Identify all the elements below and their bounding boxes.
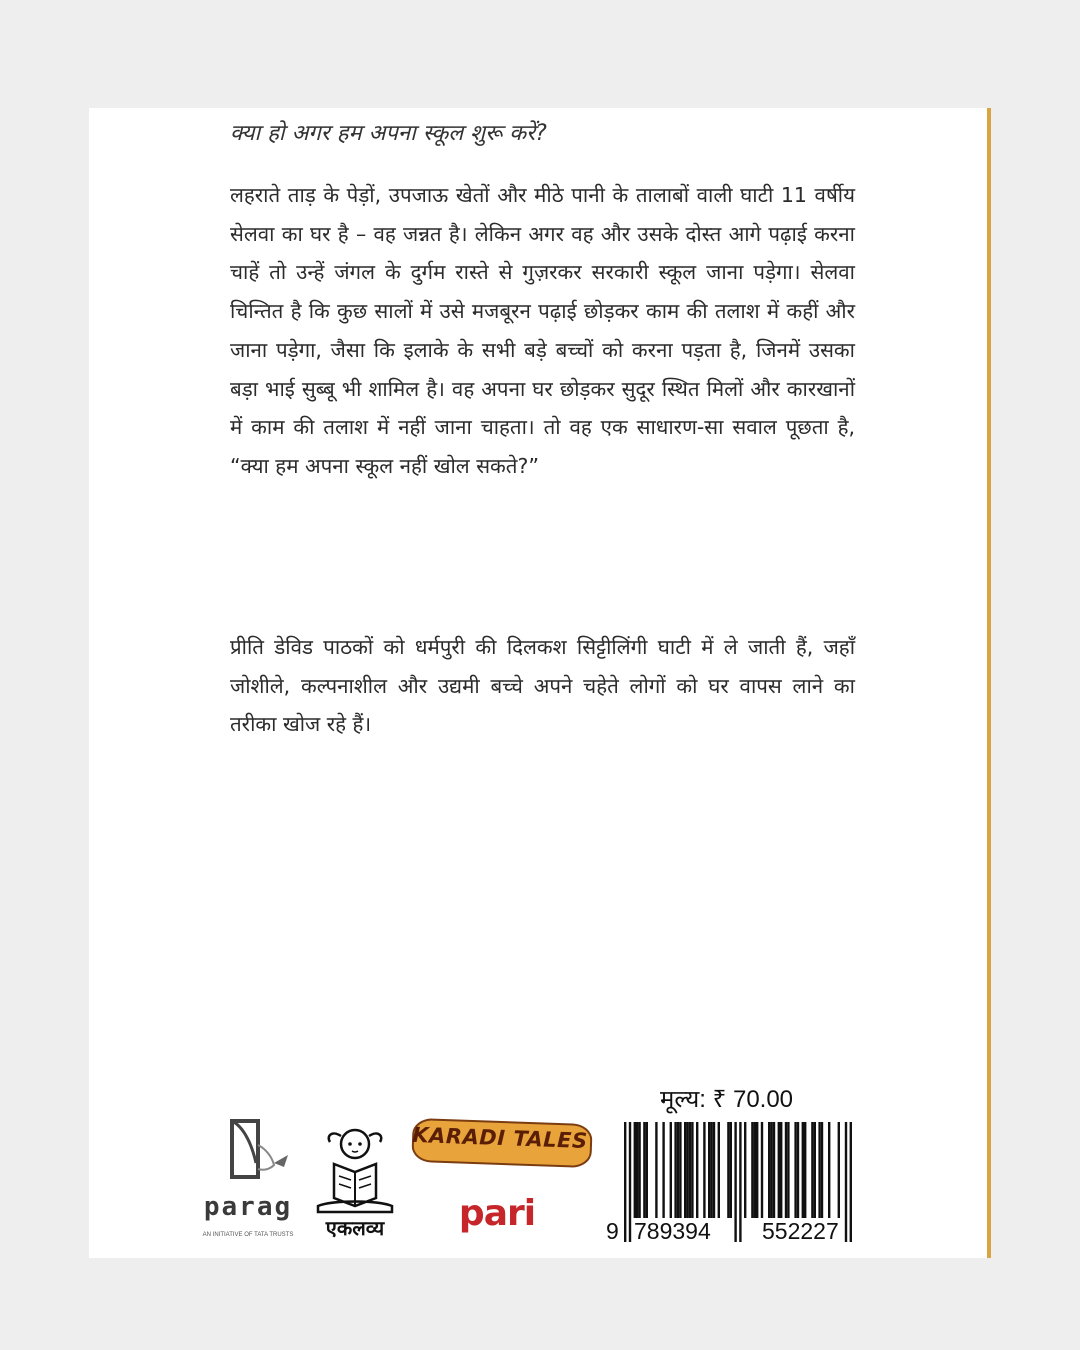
- parag-tagline: AN INITIATIVE OF TATA TRUSTS: [202, 1232, 294, 1238]
- barcode-bar: [727, 1122, 729, 1218]
- barcode-bar: [696, 1122, 698, 1218]
- reading-child-icon: [312, 1122, 398, 1214]
- barcode-bar: [754, 1122, 756, 1218]
- barcode-digits-left: 789394: [634, 1218, 711, 1244]
- barcode-guard-bar: [845, 1122, 847, 1242]
- barcode-digits-right: 552227: [762, 1218, 839, 1244]
- barcode-bar: [646, 1122, 648, 1218]
- barcode-bar: [828, 1122, 830, 1218]
- barcode-bar: [643, 1122, 645, 1218]
- tagline: क्या हो अगर हम अपना स्कूल शुरू करें?: [230, 121, 547, 146]
- karadi-wordmark: KARADI TALES: [411, 1122, 589, 1154]
- blurb-paragraph-2: प्रीति डेविड पाठकों को धर्मपुरी की दिलकश सिट्टीलिंगी घाटी में ले जाती हैं, जहाँ जोशीले, कल्पनाशील और उद्यमी बच्चे अपने चहेते लोगों को घर वापस लाने का तरीका खोज रहे हैं।: [230, 635, 856, 737]
- barcode-bar: [638, 1122, 640, 1218]
- barcode-bar: [785, 1122, 787, 1218]
- blurb-paragraph-1: लहराते ताड़ के पेड़ों, उपजाऊ खेतों और मीठे पानी के तालाबों वाली घाटी 11 वर्षीय सेलवा का घर है – वह जन्नत है। लेकिन अगर वह और उसके दोस्त आगे पढ़ाई करना चाहें तो उन्हें जंगल के दुर्गम रास्ते से गुज़रकर सरकारी स्कूल जाना पड़ेगा। सेलवा चिन्तित है कि कुछ सालों में उसे मजबूरन पढ़ाई छोड़कर काम की तलाश में कहीं और जाना पड़ेगा, जैसा कि इलाके के सभी बड़े बच्चों को करना पड़ता है, जिनमें उसका बड़ा भाई सुब्बू भी शामिल है। वह अपना घर छोड़कर सुदूर स्थित मिलों और कारखानों में काम की तलाश में नहीं जाना चाहता। तो वह एक साधारण-सा सवाल पूछता है, “क्या हम अपना स्कूल नहीं खोल सकते?”: [230, 183, 855, 478]
- barcode-bar: [811, 1122, 813, 1218]
- barcode-bar: [751, 1122, 753, 1218]
- barcode-bar: [718, 1122, 720, 1218]
- parag-logo: [196, 1115, 300, 1255]
- barcode-bar: [780, 1122, 782, 1218]
- barcode-bar: [787, 1122, 789, 1218]
- barcode-bar: [773, 1122, 775, 1218]
- pari-logo: [452, 1193, 542, 1243]
- eklavya-logo: [312, 1122, 398, 1247]
- barcode-bar: [768, 1122, 770, 1218]
- barcode-bar: [778, 1122, 780, 1218]
- barcode-bar: [713, 1122, 715, 1218]
- barcode-bar: [730, 1122, 732, 1218]
- barcode-bar: [689, 1122, 691, 1218]
- barcode-guard-bar: [624, 1122, 626, 1242]
- barcode-bar: [761, 1122, 763, 1218]
- barcode-bar: [794, 1122, 796, 1218]
- barcode-bar: [744, 1122, 746, 1218]
- barcode-bar: [670, 1122, 672, 1218]
- isbn-barcode: [600, 1118, 862, 1250]
- barcode-bar: [802, 1122, 804, 1218]
- barcode-guard-bar: [629, 1122, 631, 1242]
- barcode-guard-bar: [739, 1122, 741, 1242]
- eklavya-wordmark: एकलव्य: [325, 1216, 385, 1240]
- barcode-bar: [838, 1122, 840, 1218]
- barcode-bar: [674, 1122, 676, 1218]
- barcode-bar: [710, 1122, 712, 1218]
- parag-wordmark: parag: [203, 1192, 293, 1222]
- barcode-bar: [818, 1122, 820, 1218]
- barcode-digit-lead: 9: [606, 1218, 619, 1244]
- barcode-bar: [636, 1122, 638, 1218]
- barcode-guard-bar: [850, 1122, 852, 1242]
- barcode-bar: [677, 1122, 679, 1218]
- barcode-bar: [797, 1122, 799, 1218]
- karadi-tales-logo: [408, 1115, 592, 1171]
- barcode-bar: [814, 1122, 816, 1218]
- barcode-guard-bar: [734, 1122, 736, 1242]
- barcode-bar: [708, 1122, 710, 1218]
- barcode-bar: [634, 1122, 636, 1218]
- spine-edge: [987, 108, 991, 1258]
- barcode-bar: [691, 1122, 693, 1218]
- barcode-bar: [662, 1122, 664, 1218]
- barcode-bar: [686, 1122, 688, 1218]
- barcode-bar: [703, 1122, 705, 1218]
- barcode-bar: [821, 1122, 823, 1218]
- barcode-bar: [679, 1122, 681, 1218]
- barcode-bar: [655, 1122, 657, 1218]
- barcode-bar: [770, 1122, 772, 1218]
- price-label: मूल्य: ₹ 70.00: [660, 1086, 794, 1113]
- barcode-bar: [756, 1122, 758, 1218]
- parag-book-icon: [196, 1115, 300, 1190]
- barcode-bar: [684, 1122, 686, 1218]
- pari-wordmark: pari: [458, 1193, 536, 1234]
- barcode-bar: [804, 1122, 806, 1218]
